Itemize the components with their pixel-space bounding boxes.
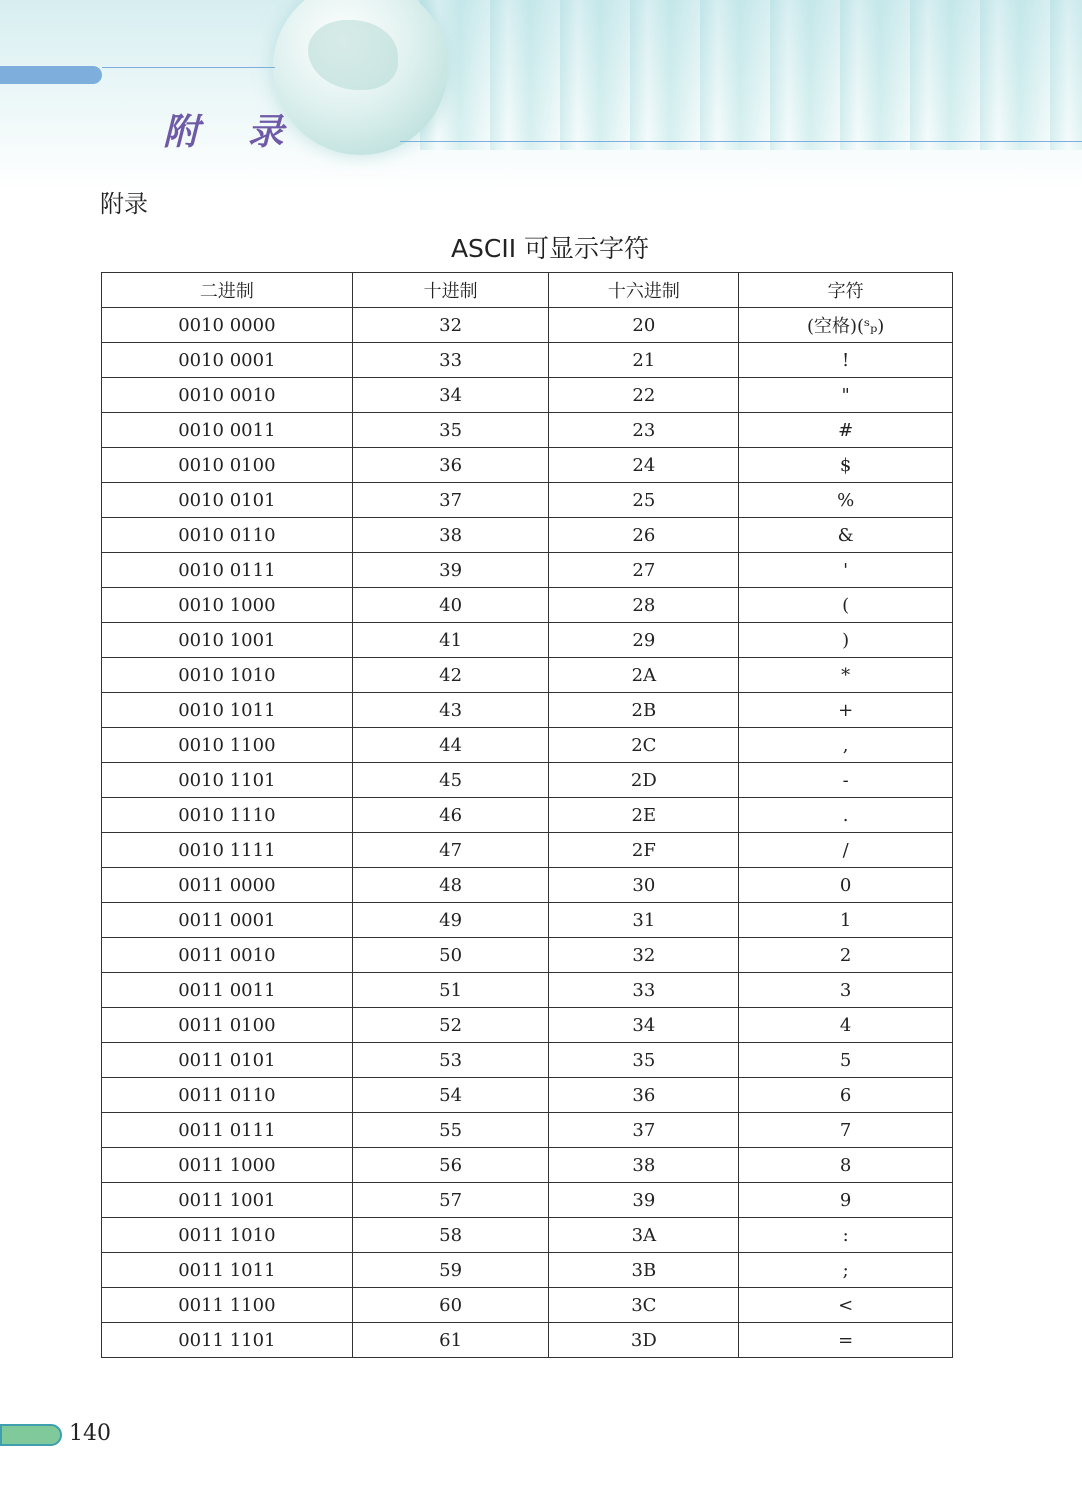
binary-cell: 0010 0101 — [102, 483, 353, 518]
table-header-row — [102, 273, 953, 308]
character-cell: + — [739, 693, 953, 728]
hex-cell: 24 — [549, 448, 739, 483]
decimal-cell: 48 — [352, 868, 549, 903]
table-row — [102, 378, 953, 413]
character-cell: - — [739, 763, 953, 798]
hex-cell: 37 — [549, 1113, 739, 1148]
table-row — [102, 1288, 953, 1323]
decimal-cell: 56 — [352, 1148, 549, 1183]
binary-cell: 0010 1101 — [102, 763, 353, 798]
binary-cell: 0010 0111 — [102, 553, 353, 588]
character-cell: 7 — [739, 1113, 953, 1148]
hex-cell: 39 — [549, 1183, 739, 1218]
page-number: 140 — [69, 1421, 111, 1446]
hex-cell: 28 — [549, 588, 739, 623]
decimal-cell: 51 — [352, 973, 549, 1008]
binary-cell: 0011 0000 — [102, 868, 353, 903]
character-cell: 3 — [739, 973, 953, 1008]
hex-cell: 22 — [549, 378, 739, 413]
table-row — [102, 483, 953, 518]
table-row — [102, 798, 953, 833]
table-row — [102, 308, 953, 343]
binary-cell: 0010 0000 — [102, 308, 353, 343]
character-cell: 5 — [739, 1043, 953, 1078]
binary-cell: 0010 0110 — [102, 518, 353, 553]
binary-cell: 0011 0111 — [102, 1113, 353, 1148]
binary-cell: 0011 1011 — [102, 1253, 353, 1288]
table-row — [102, 1183, 953, 1218]
hex-cell: 21 — [549, 343, 739, 378]
table-row — [102, 903, 953, 938]
table-row — [102, 1008, 953, 1043]
character-cell: ' — [739, 553, 953, 588]
character-cell: ; — [739, 1253, 953, 1288]
decimal-cell: 35 — [352, 413, 549, 448]
hex-cell: 3B — [549, 1253, 739, 1288]
decimal-cell: 37 — [352, 483, 549, 518]
character-cell: 9 — [739, 1183, 953, 1218]
hex-cell: 23 — [549, 413, 739, 448]
hex-cell: 29 — [549, 623, 739, 658]
decimal-cell: 49 — [352, 903, 549, 938]
decimal-cell: 44 — [352, 728, 549, 763]
table-row — [102, 623, 953, 658]
table-row — [102, 973, 953, 1008]
banner-decoration — [420, 0, 1082, 150]
table-caption: ASCII 可显示字符 — [450, 234, 650, 263]
decimal-cell: 40 — [352, 588, 549, 623]
character-cell: ) — [739, 623, 953, 658]
character-cell: : — [739, 1218, 953, 1253]
table-row — [102, 343, 953, 378]
decimal-cell: 34 — [352, 378, 549, 413]
table-body — [102, 308, 953, 1358]
hex-cell: 31 — [549, 903, 739, 938]
hex-cell: 2D — [549, 763, 739, 798]
binary-cell: 0010 1000 — [102, 588, 353, 623]
table-row — [102, 1253, 953, 1288]
decimal-cell: 55 — [352, 1113, 549, 1148]
table-row — [102, 1323, 953, 1358]
decimal-cell: 41 — [352, 623, 549, 658]
binary-cell: 0011 0001 — [102, 903, 353, 938]
hex-cell: 3C — [549, 1288, 739, 1323]
table-row — [102, 833, 953, 868]
decimal-cell: 39 — [352, 553, 549, 588]
character-cell: 1 — [739, 903, 953, 938]
hex-cell: 30 — [549, 868, 739, 903]
header-tab-marker — [0, 66, 102, 84]
decimal-cell: 36 — [352, 448, 549, 483]
hex-cell: 35 — [549, 1043, 739, 1078]
table-row — [102, 658, 953, 693]
hex-cell: 26 — [549, 518, 739, 553]
hex-cell: 33 — [549, 973, 739, 1008]
header-title: 附 录 — [163, 111, 302, 153]
decimal-cell: 57 — [352, 1183, 549, 1218]
binary-cell: 0010 0010 — [102, 378, 353, 413]
hex-cell: 34 — [549, 1008, 739, 1043]
hex-cell: 3A — [549, 1218, 739, 1253]
binary-cell: 0011 0110 — [102, 1078, 353, 1113]
decimal-cell: 32 — [352, 308, 549, 343]
header-banner — [0, 0, 1082, 190]
table-row — [102, 763, 953, 798]
table-row — [102, 518, 953, 553]
table-row — [102, 588, 953, 623]
binary-cell: 0010 1010 — [102, 658, 353, 693]
header-decimal: 十进制 — [352, 273, 549, 308]
binary-cell: 0010 0001 — [102, 343, 353, 378]
page-number-tab — [0, 1424, 62, 1446]
ascii-table — [101, 272, 953, 1358]
binary-cell: 0011 0010 — [102, 938, 353, 973]
table-row — [102, 553, 953, 588]
header-rule-top — [102, 67, 275, 68]
binary-cell: 0011 0011 — [102, 973, 353, 1008]
table-row — [102, 1113, 953, 1148]
binary-cell: 0011 1100 — [102, 1288, 353, 1323]
binary-cell: 0010 1100 — [102, 728, 353, 763]
binary-cell: 0010 0011 — [102, 413, 353, 448]
character-cell: 0 — [739, 868, 953, 903]
hex-cell: 3D — [549, 1323, 739, 1358]
decimal-cell: 53 — [352, 1043, 549, 1078]
character-cell: 2 — [739, 938, 953, 973]
decimal-cell: 45 — [352, 763, 549, 798]
decimal-cell: 52 — [352, 1008, 549, 1043]
character-cell: (空格)(ˢₚ) — [739, 308, 953, 343]
character-cell: 4 — [739, 1008, 953, 1043]
table-row — [102, 413, 953, 448]
table-row — [102, 1218, 953, 1253]
character-cell: < — [739, 1288, 953, 1323]
decimal-cell: 43 — [352, 693, 549, 728]
character-cell: & — [739, 518, 953, 553]
header-hex: 十六进制 — [549, 273, 739, 308]
decimal-cell: 46 — [352, 798, 549, 833]
binary-cell: 0010 1111 — [102, 833, 353, 868]
hex-cell: 36 — [549, 1078, 739, 1113]
character-cell: " — [739, 378, 953, 413]
binary-cell: 0011 1010 — [102, 1218, 353, 1253]
table-row — [102, 693, 953, 728]
character-cell: $ — [739, 448, 953, 483]
decimal-cell: 50 — [352, 938, 549, 973]
character-cell: , — [739, 728, 953, 763]
section-title: 附录 — [100, 190, 148, 218]
table-row — [102, 1148, 953, 1183]
hex-cell: 20 — [549, 308, 739, 343]
table-row — [102, 728, 953, 763]
hex-cell: 2E — [549, 798, 739, 833]
binary-cell: 0010 1001 — [102, 623, 353, 658]
decimal-cell: 33 — [352, 343, 549, 378]
binary-cell: 0011 0101 — [102, 1043, 353, 1078]
binary-cell: 0010 1011 — [102, 693, 353, 728]
binary-cell: 0010 1110 — [102, 798, 353, 833]
header-rule-bottom — [400, 141, 1082, 142]
decimal-cell: 38 — [352, 518, 549, 553]
hex-cell: 2B — [549, 693, 739, 728]
binary-cell: 0011 1000 — [102, 1148, 353, 1183]
character-cell: ! — [739, 343, 953, 378]
character-cell: / — [739, 833, 953, 868]
hex-cell: 32 — [549, 938, 739, 973]
hex-cell: 2A — [549, 658, 739, 693]
decimal-cell: 42 — [352, 658, 549, 693]
hex-cell: 2C — [549, 728, 739, 763]
character-cell: 8 — [739, 1148, 953, 1183]
header-character: 字符 — [739, 273, 953, 308]
header-binary: 二进制 — [102, 273, 353, 308]
hex-cell: 25 — [549, 483, 739, 518]
character-cell: % — [739, 483, 953, 518]
table-row — [102, 1043, 953, 1078]
table-row — [102, 448, 953, 483]
binary-cell: 0011 1001 — [102, 1183, 353, 1218]
decimal-cell: 54 — [352, 1078, 549, 1113]
decimal-cell: 61 — [352, 1323, 549, 1358]
binary-cell: 0010 0100 — [102, 448, 353, 483]
hex-cell: 38 — [549, 1148, 739, 1183]
character-cell: = — [739, 1323, 953, 1358]
decimal-cell: 58 — [352, 1218, 549, 1253]
character-cell: * — [739, 658, 953, 693]
table-row — [102, 1078, 953, 1113]
binary-cell: 0011 1101 — [102, 1323, 353, 1358]
binary-cell: 0011 0100 — [102, 1008, 353, 1043]
table-row — [102, 868, 953, 903]
hex-cell: 27 — [549, 553, 739, 588]
decimal-cell: 60 — [352, 1288, 549, 1323]
hex-cell: 2F — [549, 833, 739, 868]
decimal-cell: 47 — [352, 833, 549, 868]
character-cell: 6 — [739, 1078, 953, 1113]
character-cell: . — [739, 798, 953, 833]
table-row — [102, 938, 953, 973]
character-cell: ( — [739, 588, 953, 623]
decimal-cell: 59 — [352, 1253, 549, 1288]
character-cell: # — [739, 413, 953, 448]
